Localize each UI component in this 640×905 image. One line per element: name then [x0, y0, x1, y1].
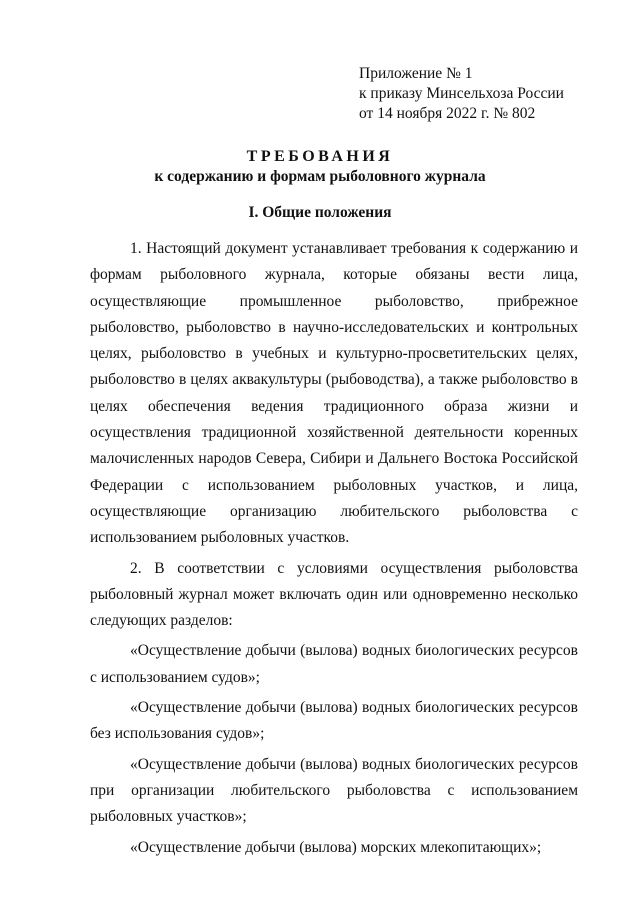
document-title: ТРЕБОВАНИЯ — [246, 148, 394, 165]
list-item-1: «Осуществление добычи (вылова) водных биологических ресурсов с использованием судов»; — [90, 642, 578, 686]
document-body — [90, 236, 578, 861]
appendix-order: к приказу Минсельхоза России — [359, 85, 564, 102]
section-heading: I. Общие положения — [248, 204, 392, 221]
list-item-2: «Осуществление добычи (вылова) водных биологических ресурсов без использования судов»; — [90, 699, 578, 743]
appendix-date: от 14 ноября 2022 г. № 802 — [359, 105, 536, 122]
paragraph-1: 1. Настоящий документ устанавливает требования к содержанию и формам рыболовного журнала, которые обязаны вести лица, осуществляющие промышленное рыболовство, прибрежное рыболовство, рыболовство в научно-исследовательских и контрольных целях, рыболовство в учебных и культурно-просветительских целях, рыболовство в целях аквакультуры (рыбоводства), а также рыболовство в целях обеспечения ведения традиционного образа жизни и осуществления традиционной хозяйственной деятельности коренных малочисленных народов Севера, Сибири и Дальнего Востока Российской Федерации с использованием рыболовных участков, и лица, осуществляющие организацию любительского рыболовства с использованием рыболовных участков. — [90, 240, 578, 547]
document-subtitle: к содержанию и формам рыболовного журнала — [154, 168, 486, 185]
list-item-4: «Осуществление добычи (вылова) морских млекопитающих»; — [130, 838, 542, 856]
appendix-number: Приложение № 1 — [359, 65, 473, 82]
list-item-3: «Осуществление добычи (вылова) водных биологических ресурсов при организации любительского рыболовства с использованием рыболовных участков»; — [90, 755, 578, 826]
paragraph-2: 2. В соответствии с условиями осуществления рыболовства рыболовный журнал может включать один или одновременно несколько следующих разделов: — [90, 559, 578, 630]
appendix-block — [359, 64, 564, 124]
